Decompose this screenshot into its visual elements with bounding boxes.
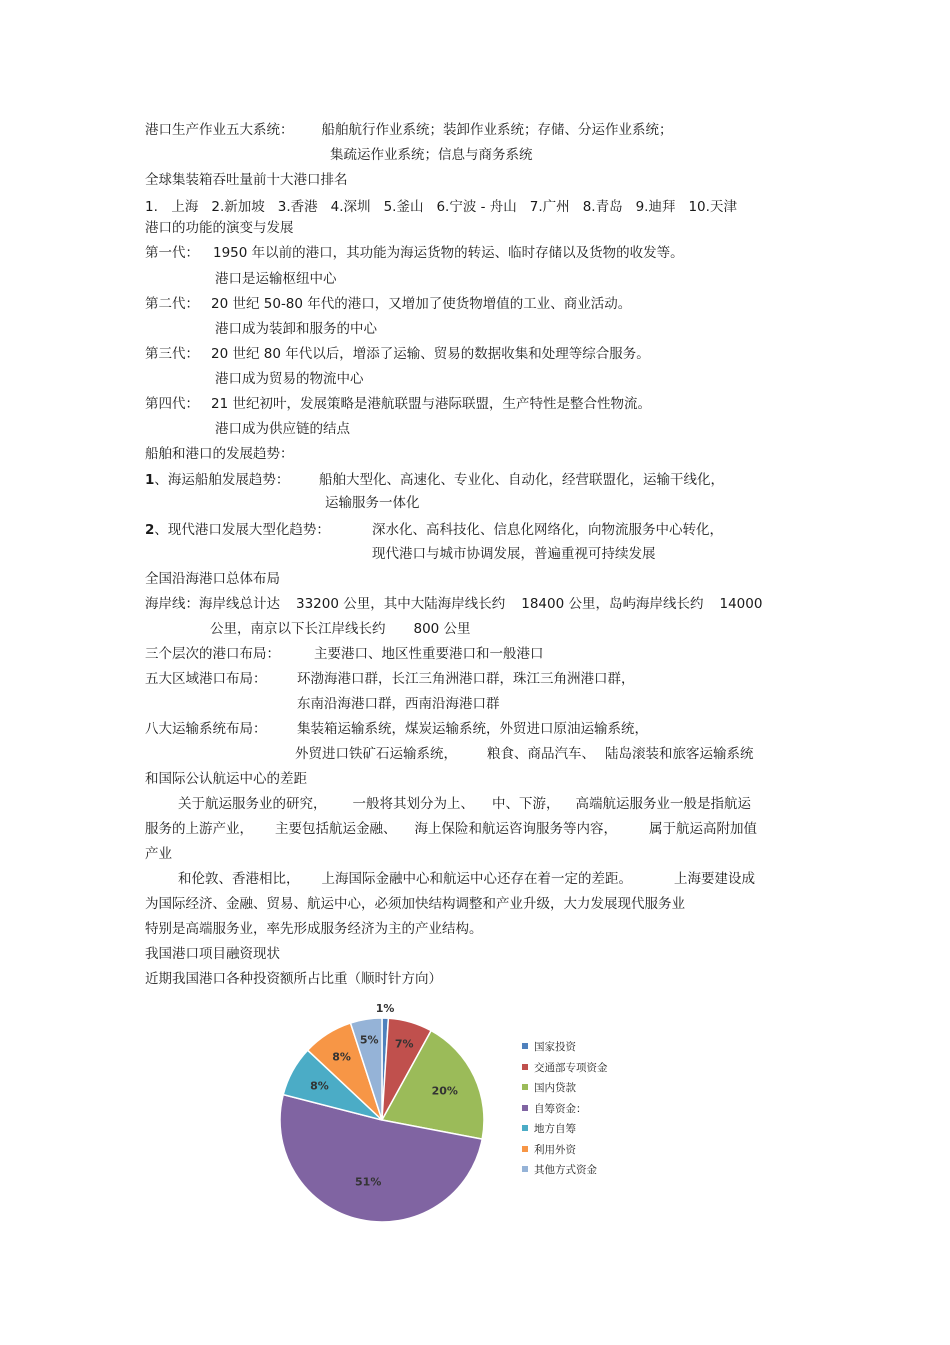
five-regions-label: 五大区域港口布局：: [145, 671, 267, 687]
legend-label: 利用外资: [534, 1143, 576, 1156]
trend-1-line-2: 运输服务一体化: [325, 495, 420, 511]
coastline-line-1: [145, 595, 762, 613]
pie-slice-label: 1%: [375, 1002, 395, 1016]
systems-list-1: 船舶航行作业系统；装卸作业系统；存储、分运作业系统；: [321, 122, 673, 138]
coastline-text: 公里，南京以下长江岸线长约: [210, 621, 386, 637]
legend-item: [522, 1143, 576, 1157]
coastline-text: 海岸线总计达: [199, 596, 280, 612]
legend-swatch: [522, 1146, 528, 1152]
legend-swatch: [522, 1084, 528, 1090]
eight-systems-label: 八大运输系统布局：: [145, 721, 267, 737]
gen-3-summary: 港口成为贸易的物流中心: [215, 371, 364, 387]
gap-text: 主要包括航运金融、: [275, 821, 397, 837]
gen-4-summary: 港口成为供应链的结点: [215, 421, 350, 437]
legend-swatch: [522, 1105, 528, 1111]
rank-item: 7.广州: [529, 199, 570, 215]
three-levels-text: 主要港口、地区性重要港口和一般港口: [314, 646, 544, 662]
gen-2-summary: 港口成为装卸和服务的中心: [215, 321, 377, 337]
chart-caption: 近期我国港口各种投资额所占比重（顺时针方向）: [145, 971, 442, 987]
rank-item: 3.香港: [277, 199, 318, 215]
trend-2-line-2: 现代港口与城市协调发展，普遍重视可持续发展: [372, 546, 656, 562]
legend-item: [522, 1122, 576, 1136]
rank-item: 2.新加坡: [211, 199, 265, 215]
trend-2-line-1: 深水化、高科技化、信息化网络化，向物流服务中心转化，: [372, 522, 723, 538]
coastline-text: 14000: [719, 596, 763, 612]
gap-text: 海上保险和航运咨询服务等内容，: [414, 821, 617, 837]
gap-para-2-line-3: 特别是高端服务业，率先形成服务经济为主的产业结构。: [145, 921, 483, 937]
gap-text: 和伦敦、香港相比，: [178, 871, 300, 887]
gap-text: 服务的上游产业，: [145, 821, 253, 837]
trends-title: 船舶和港口的发展趋势：: [145, 446, 294, 462]
pie-slice-label: 20%: [431, 1084, 458, 1098]
coastline-label: 海岸线：: [145, 596, 199, 612]
trend-2: [145, 521, 330, 539]
gap-para-1-line-3: 产业: [145, 846, 172, 862]
three-levels-label: 三个层次的港口布局：: [145, 646, 280, 662]
coastline-text: 18400 公里，岛屿海岸线长约: [521, 596, 704, 612]
pie-slice-label: 5%: [359, 1033, 379, 1047]
rank-item: 5.釜山: [383, 199, 424, 215]
eight-systems-text: 陆岛滚装和旅客运输系统: [605, 746, 754, 762]
gap-para-1-line-2: [145, 820, 757, 838]
legend-label: 国家投资: [534, 1041, 576, 1053]
eight-systems-line-2: [295, 745, 754, 763]
trend-2-number: 2: [145, 522, 155, 538]
gen-2-label: 第二代：: [145, 296, 199, 312]
legend-label: 交通部专项资金: [534, 1061, 608, 1074]
trend-1: [145, 471, 289, 489]
rank-item: 9.迪拜: [635, 199, 676, 215]
investment-pie-chart: [270, 1002, 494, 1232]
coastline-line-2: [210, 620, 471, 638]
pie-slice-label: 51%: [355, 1175, 382, 1189]
rank-item: 1. 上海: [145, 199, 199, 215]
coastline-text: 33200 公里，其中大陆海岸线长约: [296, 596, 506, 612]
rank-item: 10.天津: [688, 199, 737, 215]
ranking-list: [145, 198, 737, 216]
legend-swatch: [522, 1166, 528, 1172]
legend-swatch: [522, 1125, 528, 1131]
pie-slice-label: 8%: [332, 1050, 351, 1064]
trend-1-number: 1: [145, 472, 155, 488]
rank-item: 8.青岛: [582, 199, 623, 215]
gap-text: 属于航运高附加值: [649, 821, 757, 837]
trend-1-line-1: 船舶大型化、高速化、专业化、自动化，经营联盟化，运输干线化，: [319, 472, 724, 488]
gap-text: 高端航运服务业一般是指航运: [575, 796, 751, 812]
eight-systems-line-1: 集装箱运输系统，煤炭运输系统，外贸进口原油运输系统，: [297, 721, 648, 737]
legend-item: [522, 1163, 597, 1177]
gap-text: 一般将其划分为上、: [352, 796, 474, 812]
gap-para-2-line-1: [178, 870, 755, 888]
legend-label: 自筹资金：: [534, 1102, 587, 1115]
trend-2-label: 、现代港口发展大型化趋势：: [154, 522, 330, 538]
systems-label: 港口生产作业五大系统：: [145, 122, 294, 138]
gen-1-summary: 港口是运输枢纽中心: [215, 271, 337, 287]
legend-label: 国内贷款: [534, 1082, 576, 1094]
gap-text: 上海国际金融中心和航运中心还存在着一定的差距。: [321, 871, 632, 887]
legend-label: 地方自筹: [534, 1123, 576, 1135]
gap-text: 中、下游，: [492, 796, 560, 812]
gen-1-label: 第一代：: [145, 245, 199, 261]
gen-3-label: 第三代：: [145, 346, 199, 362]
gap-para-1-line-1: [178, 795, 751, 813]
gap-title: 和国际公认航运中心的差距: [145, 771, 307, 787]
legend-item: [522, 1102, 587, 1116]
gap-text: 上海要建设成: [674, 871, 755, 887]
gap-text: 关于航运服务业的研究，: [178, 796, 327, 812]
gen-1-text: 1950 年以前的港口，其功能为海运货物的转运、临时存储以及货物的收发等。: [213, 245, 684, 261]
legend-item: [522, 1040, 576, 1054]
gap-para-2-line-2: 为国际经济、金融、贸易、航运中心，必须加快结构调整和产业升级，大力发展现代服务业: [145, 896, 685, 912]
gen-2-text: 20 世纪 50-80 年代的港口，又增加了使货物增值的工业、商业活动。: [211, 296, 632, 312]
coastline-text: 800 公里: [413, 621, 471, 637]
legend-swatch: [522, 1043, 528, 1049]
evolution-title: 港口的功能的演变与发展: [145, 220, 294, 236]
systems-line-1: [145, 121, 673, 139]
trend-1-label: 、海运船舶发展趋势：: [154, 472, 290, 488]
ranking-title: 全球集装箱吞吐量前十大港口排名: [145, 172, 348, 188]
gen-3-text: 20 世纪 80 年代以后，增添了运输、贸易的数据收集和处理等综合服务。: [211, 346, 650, 362]
gen-4-label: 第四代：: [145, 396, 199, 412]
eight-systems-text: 粮食、商品汽车、: [487, 746, 595, 762]
five-regions-line-2: 东南沿海港口群，西南沿海港口群: [297, 696, 500, 712]
five-regions-line-1: 环渤海港口群，长江三角洲港口群，珠江三角洲港口群，: [297, 671, 635, 687]
legend-swatch: [522, 1064, 528, 1070]
legend-label: 其他方式资金: [534, 1164, 597, 1176]
finance-title: 我国港口项目融资现状: [145, 946, 280, 962]
pie-slice-label: 8%: [310, 1079, 329, 1093]
gen-4-text: 21 世纪初叶，发展策略是港航联盟与港际联盟，生产特性是整合性物流。: [211, 396, 651, 412]
legend-item: [522, 1061, 608, 1075]
legend-item: [522, 1081, 576, 1095]
layout-title: 全国沿海港口总体布局: [145, 571, 280, 587]
rank-item: 4.深圳: [330, 199, 371, 215]
pie-slice-label: 7%: [394, 1037, 414, 1051]
rank-item: 6.宁波 - 舟山: [436, 199, 517, 215]
eight-systems-text: 外贸进口铁矿石运输系统，: [295, 746, 457, 762]
systems-line-2: 集疏运作业系统；信息与商务系统: [330, 147, 533, 163]
